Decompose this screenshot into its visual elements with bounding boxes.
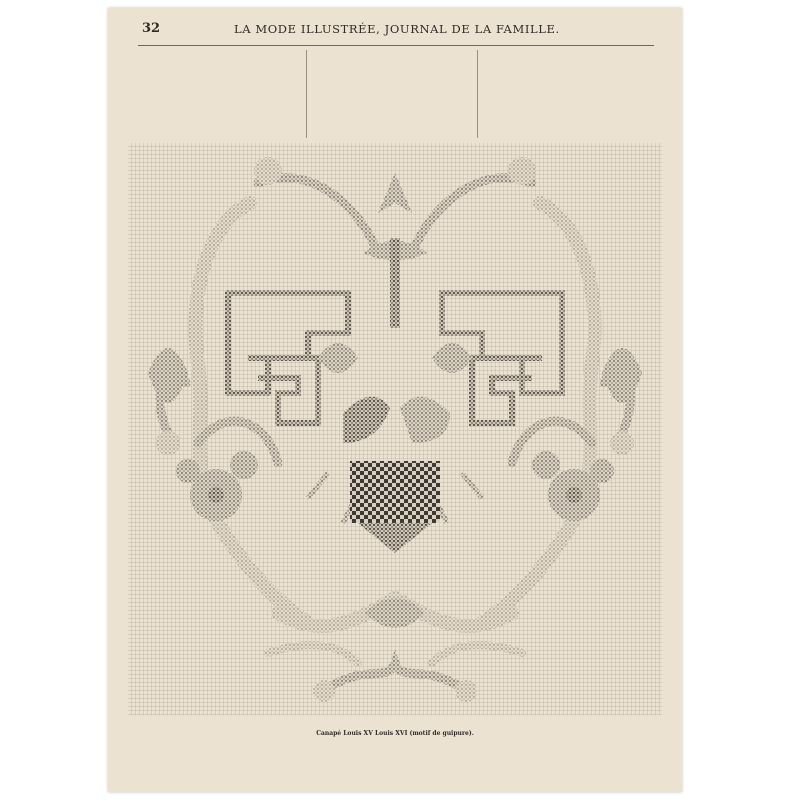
header-rule [138,45,654,46]
column-divider [477,50,478,138]
page-number: 32 [142,21,161,36]
page-header [108,18,682,40]
column-divider [306,50,307,138]
text-column-3 [482,50,640,138]
running-title: LA MODE ILLUSTRÉE, JOURNAL DE LA FAMILLE. [234,22,560,36]
cross-stitch-pattern [128,143,662,715]
text-column-1 [140,50,298,138]
text-column-2 [311,50,469,138]
pattern-chart [128,143,662,715]
caption-title: Canapé Louis XV Louis XVI (motif de guipure). [316,730,474,737]
magazine-page [108,8,682,792]
